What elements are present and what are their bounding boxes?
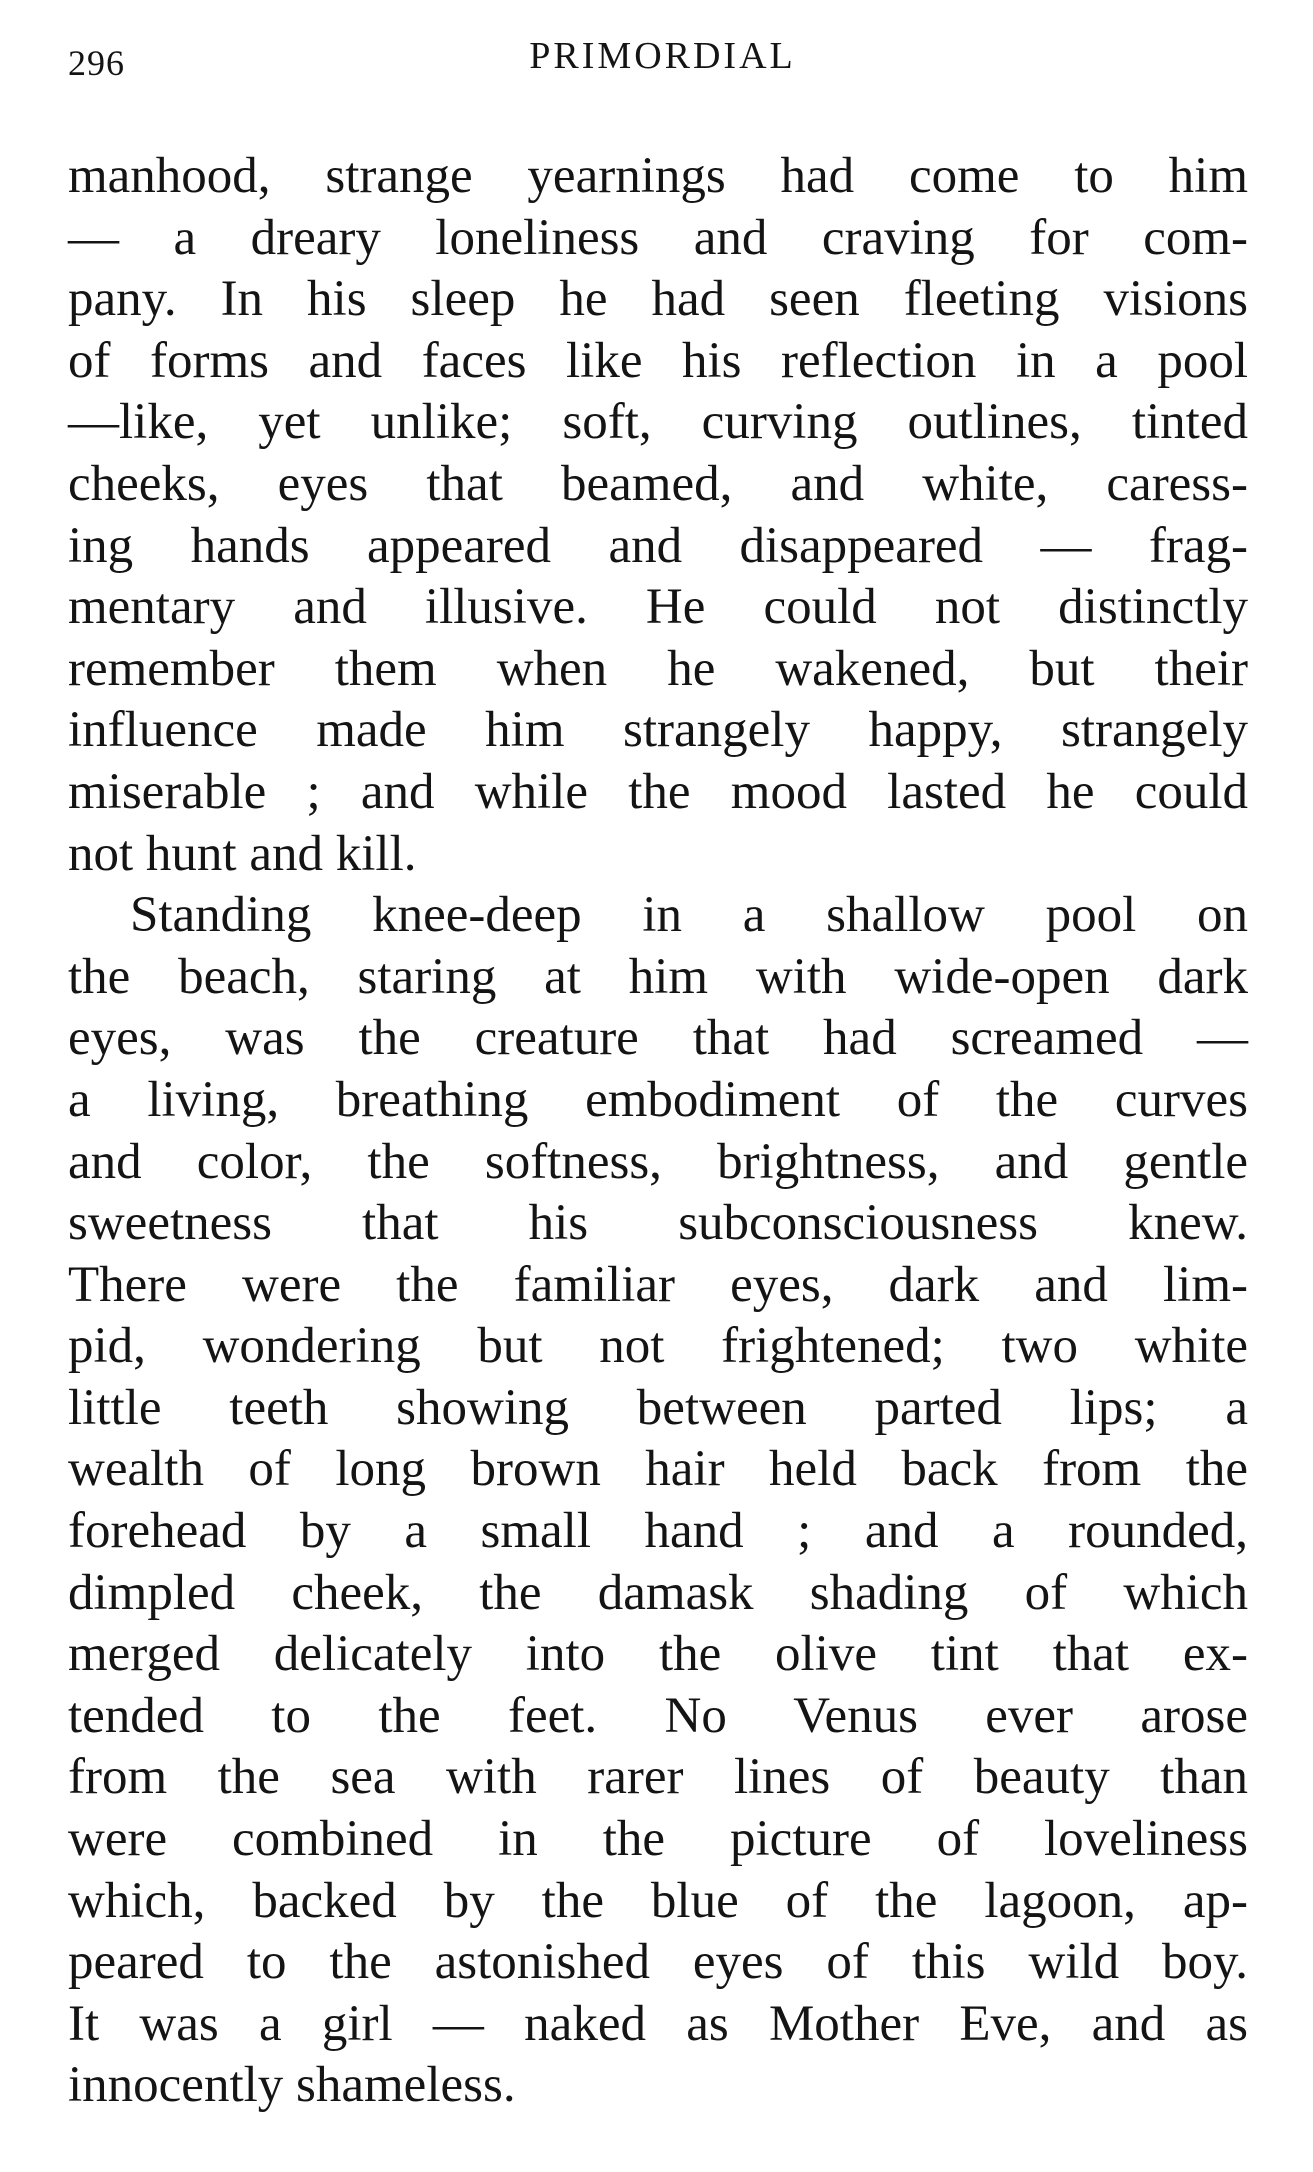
text-line: remember them when he wakened, but their bbox=[68, 640, 1248, 697]
text-line: There were the familiar eyes, dark and lim- bbox=[68, 1256, 1248, 1313]
paragraph-end-line: not hunt and kill. bbox=[68, 825, 417, 882]
text-line: eyes, was the creature that had screamed — bbox=[68, 1010, 1248, 1067]
text-line: ing hands appeared and disappeared — frag- bbox=[68, 517, 1248, 574]
text-line: tended to the feet. No Venus ever arose bbox=[68, 1687, 1248, 1744]
text-line: little teeth showing between parted lips; a bbox=[68, 1379, 1248, 1436]
text-line: a living, breathing embodiment of the curves bbox=[68, 1071, 1248, 1128]
text-line: wealth of long brown hair held back from the bbox=[68, 1441, 1248, 1498]
text-line: cheeks, eyes that beamed, and white, caress- bbox=[68, 455, 1248, 512]
text-line: peared to the astonished eyes of this wild boy. bbox=[68, 1934, 1248, 1991]
text-line: dimpled cheek, the damask shading of which bbox=[68, 1564, 1248, 1621]
text-line: pid, wondering but not frightened; two white bbox=[68, 1318, 1248, 1375]
text-line: pany. In his sleep he had seen fleeting visions bbox=[68, 271, 1248, 328]
text-line: and color, the softness, brightness, and gentle bbox=[68, 1133, 1248, 1190]
text-line: were combined in the picture of loveliness bbox=[68, 1811, 1248, 1868]
text-line: manhood, strange yearnings had come to him bbox=[68, 148, 1248, 204]
text-line: It was a girl — naked as Mother Eve, and as bbox=[68, 1995, 1248, 2052]
text-line: which, backed by the blue of the lagoon, ap- bbox=[68, 1872, 1248, 1929]
text-line: the beach, staring at him with wide-open dark bbox=[68, 948, 1248, 1005]
text-line: of forms and faces like his reflection in a pool bbox=[68, 332, 1248, 389]
text-line: influence made him strangely happy, strangely bbox=[68, 702, 1248, 759]
page-header bbox=[68, 34, 1247, 94]
text-line: miserable ; and while the mood lasted he could bbox=[68, 763, 1248, 820]
text-line: mentary and illusive. He could not distinctly bbox=[68, 579, 1248, 636]
running-head: PRIMORDIAL bbox=[529, 35, 796, 77]
text-line: forehead by a small hand ; and a rounded, bbox=[68, 1503, 1248, 1560]
text-line: — a dreary loneliness and craving for com- bbox=[68, 209, 1248, 266]
text-line: sweetness that his subconsciousness knew. bbox=[68, 1195, 1248, 1252]
body-text bbox=[68, 146, 1248, 2117]
text-line: —like, yet unlike; soft, curving outlines, tinted bbox=[68, 394, 1248, 451]
paragraph-start-line: Standing knee-deep in a shallow pool on bbox=[130, 887, 1248, 944]
text-line: from the sea with rarer lines of beauty than bbox=[68, 1749, 1248, 1806]
paragraph-end-line: innocently shameless. bbox=[68, 2057, 516, 2114]
text-line: merged delicately into the olive tint that ex- bbox=[68, 1626, 1248, 1683]
page-number: 296 bbox=[68, 43, 125, 83]
